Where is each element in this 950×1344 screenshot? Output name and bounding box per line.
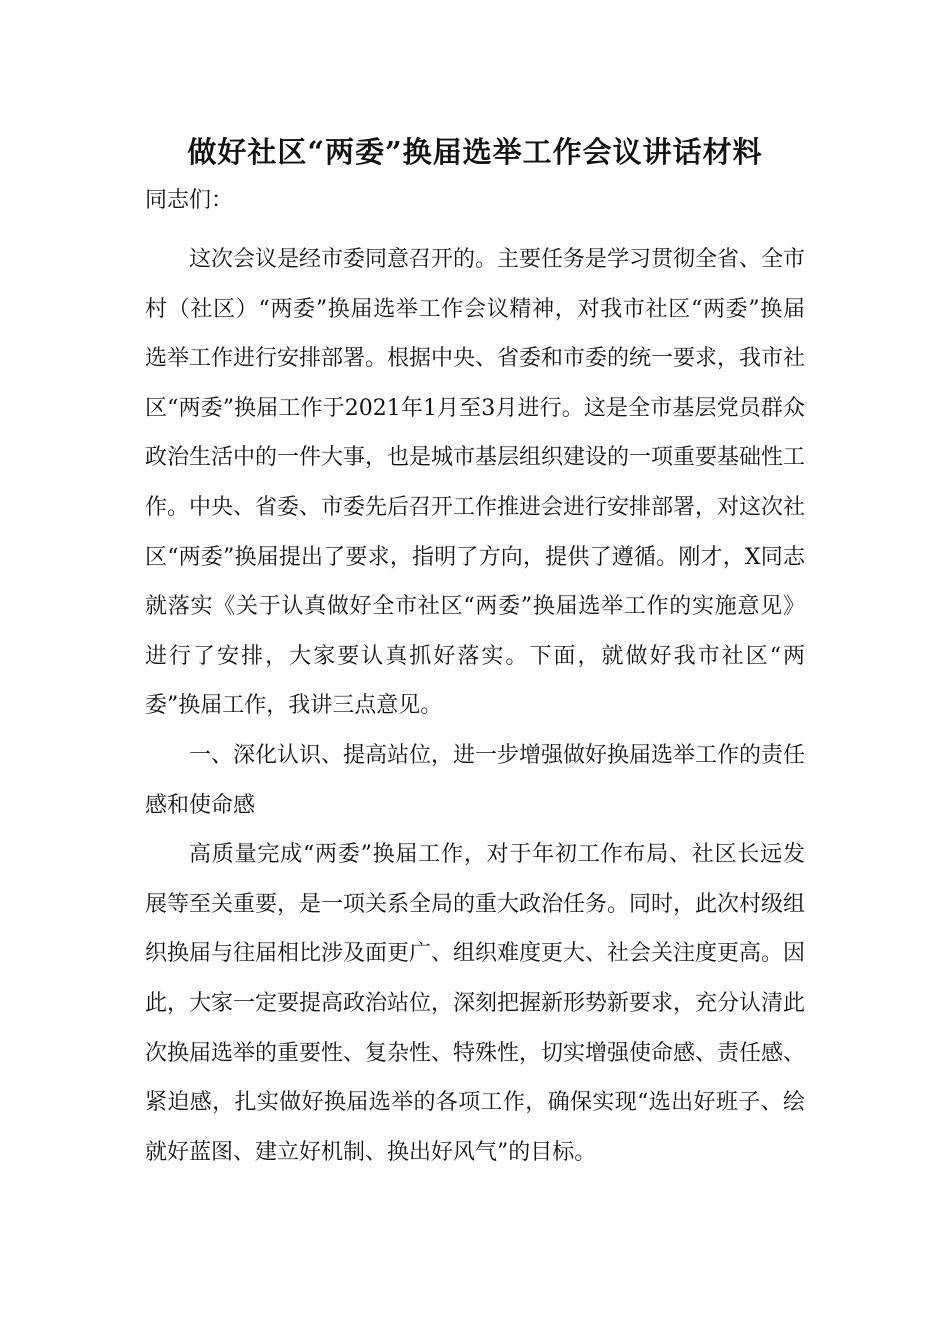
section-heading-1: 一、深化认识、提高站位，进一步增强做好换届选举工作的责任感和使命感 [145, 742, 806, 818]
document-body [145, 235, 805, 1177]
salutation: 同志们： [145, 188, 234, 213]
document-title: 做好社区“两委”换届选举工作会议讲话材料 [187, 135, 763, 169]
paragraph-section-1: 高质量完成“两委”换届工作，对于年初工作布局、社区长远发展等至关重要，是一项关系全局的重大政治任务。同时，此次村级组织换届与往届相比涉及面更广、组织难度更大、社会关注度更高。因此，大家一定要提高政治站位，深刻把握新形势新要求，充分认清此次换届选举的重要性、复杂性、特殊性，切实增强使命感、责任感、紧迫感，扎实做好换届选举的各项工作，确保实现“选出好班子、绘就好蓝图、建立好机制、换出好风气”的目标。 [145, 842, 806, 1165]
paragraph-intro: 这次会议是经市委同意召开的。主要任务是学习贯彻全省、全市村（社区）“两委”换届选举工作会议精神，对我市社区“两委”换届选举工作进行安排部署。根据中央、省委和市委的统一要求，我市社区“两委”换届工作于2021年1月至3月进行。这是全市基层党员群众政治生活中的一件大事，也是城市基层组织建设的一项重要基础性工作。中央、省委、市委先后召开工作推进会进行安排部署，对这次社区“两委”换届提出了要求，指明了方向，提供了遵循。刚才，X同志就落实《关于认真做好全市社区“两委”换届选举工作的实施意见》进行了安排，大家要认真抓好落实。下面，就做好我市社区“两委”换届工作，我讲三点意见。 [145, 247, 806, 719]
